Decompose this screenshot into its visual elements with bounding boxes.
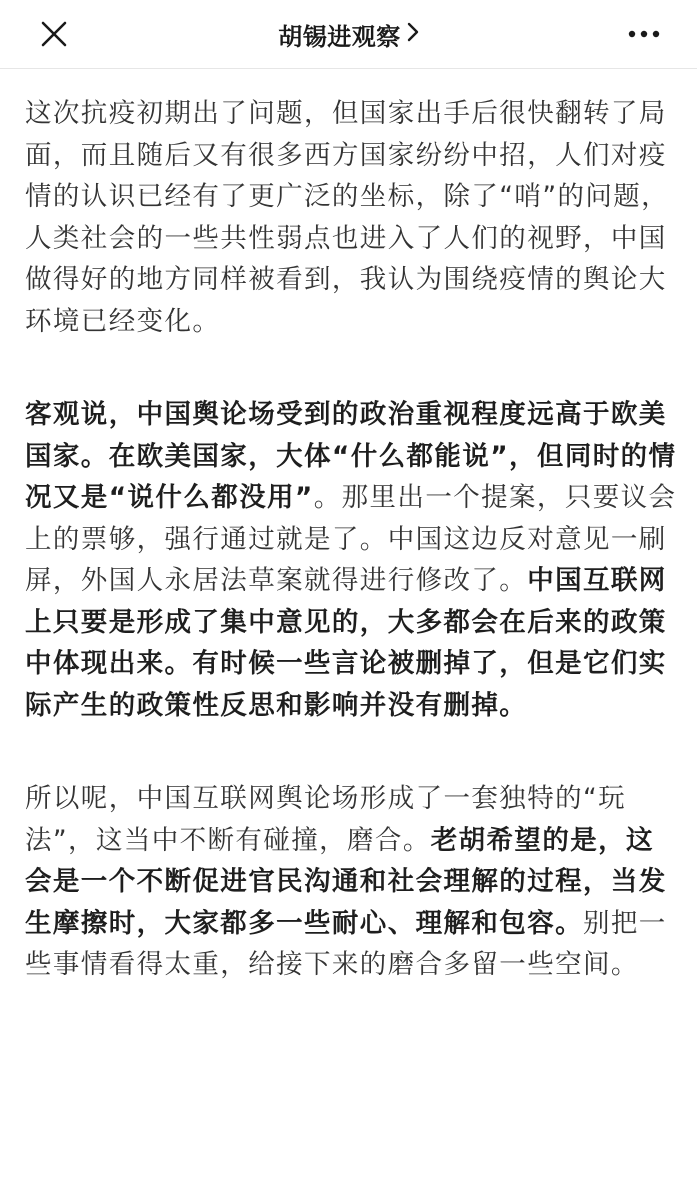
more-button[interactable] (626, 22, 662, 46)
paragraph-2-bold-2: 中国互联网上只要是形成了集中意见的，大多都会在后来的政策中体现出来。有时候一些言论被删掉了，但是它们实际产生的政策性反思和影响并没有删掉。 (25, 565, 667, 721)
article-body (25, 93, 677, 1038)
more-dots-icon (626, 22, 662, 46)
paragraph-1 (25, 93, 677, 342)
paragraph-3-text-1: 所以呢，中国互联网舆论场形成了一套独特的“玩法”，这当中不断有碰撞，磨合。 (25, 783, 627, 856)
paragraph-2-bold-1: 客观说，中国舆论场受到的政治重视程度远高于欧美国家。在欧美国家，大体“什么都能说”，但同时的情况又是“说什么都没用” (25, 399, 677, 513)
top-bar (0, 0, 697, 69)
paragraph-2 (25, 394, 677, 726)
paragraph-3 (25, 778, 677, 986)
paragraph-1-text: 这次抗疫初期出了问题，但国家出手后很快翻转了局面，而且随后又有很多西方国家纷纷中招，人们对疫情的认识已经有了更广泛的坐标，除了“哨”的问题，人类社会的一些共性弱点也进入了人们的视野，中国做得好的地方同样被看到，我认为围绕疫情的舆论大环境已经变化。 (25, 98, 670, 337)
title-area (0, 0, 697, 68)
account-title: 胡锡进观察 (278, 22, 401, 51)
chevron-right-icon (407, 20, 419, 48)
paragraph-3-text-2: 别把一些事情看得太重，给接下来的磨合多留一些空间。 (25, 907, 667, 980)
paragraph-3-bold-1: 老胡希望的是，这会是一个不断促进官民沟通和社会理解的过程，当发生摩擦时，大家都多一些耐心、理解和包容。 (25, 824, 667, 939)
account-title-link[interactable] (278, 17, 419, 52)
paragraph-2-text-1: 。那里出一个提案，只要议会上的票够，强行通过就是了。中国这边反对意见一刷屏，外国人永居法草案就得进行修改了。 (25, 482, 677, 596)
